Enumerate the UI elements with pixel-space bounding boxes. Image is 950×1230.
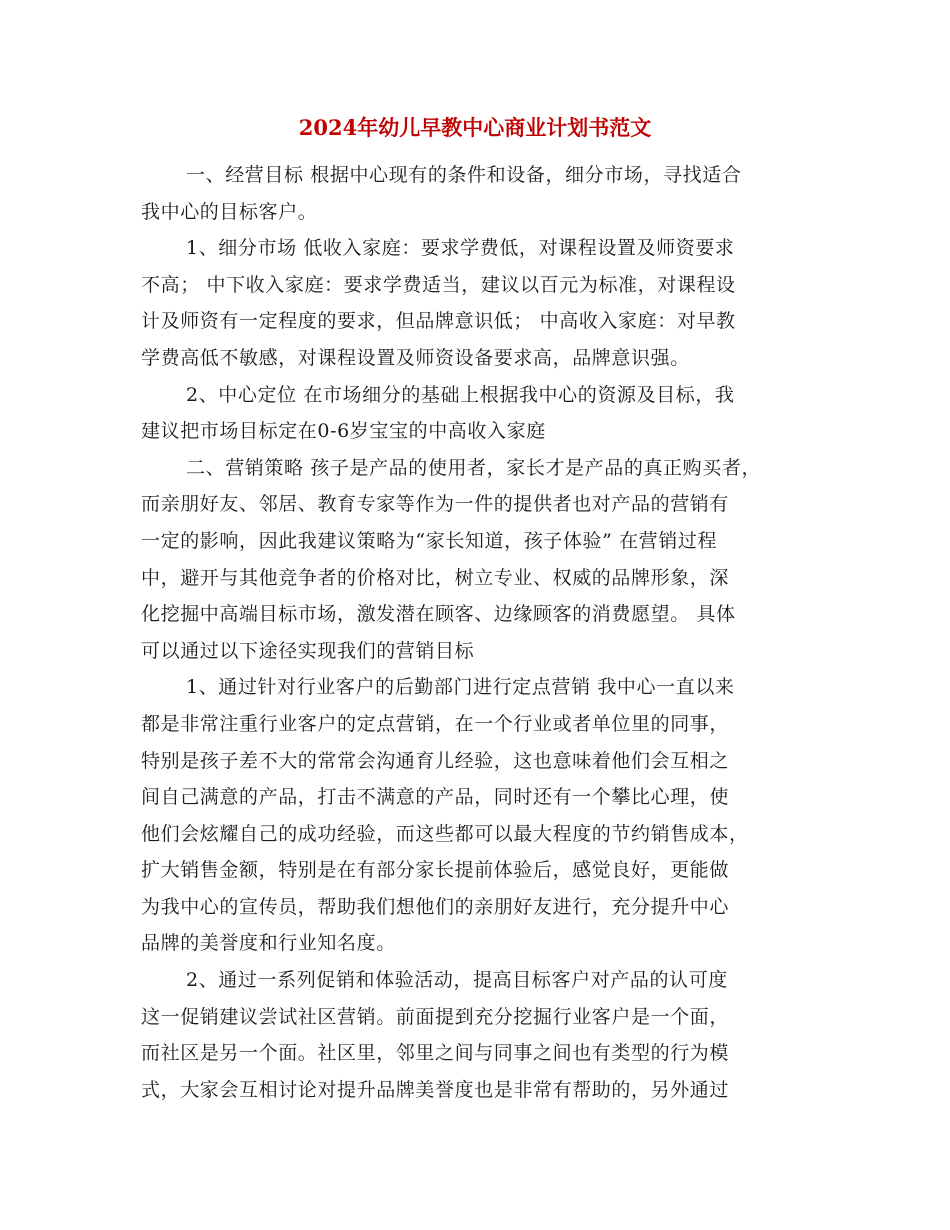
paragraph-line: 可以通过以下途径实现我们的营销目标: [141, 639, 475, 662]
paragraph-line: 不高； 中下收入家庭：要求学费适当，建议以百元为标准，对课程设: [141, 273, 736, 296]
document-title: 2024年幼儿早教中心商业计划书范文: [298, 115, 652, 140]
paragraph-line: 而亲朋好友、邻居、教育专家等作为一件的提供者也对产品的营销有: [141, 493, 730, 516]
paragraph-line: 他们会炫耀自己的成功经验，而这些都可以最大程度的节约销售成本，: [141, 822, 749, 845]
paragraph-line: 一定的影响，因此我建议策略为“家长知道，孩子体验” 在营销过程: [141, 529, 718, 552]
paragraph-line: 为我中心的宣传员，帮助我们想他们的亲朋好友进行，充分提升中心: [141, 895, 730, 918]
paragraph-line: 这一促销建议尝试社区营销。前面提到充分挖掘行业客户是一个面，: [141, 1005, 730, 1028]
paragraph-line: 建议把市场目标定在0-6岁宝宝的中高收入家庭: [141, 420, 546, 443]
paragraph-line: 而社区是另一个面。社区里，邻里之间与同事之间也有类型的行为模: [141, 1042, 730, 1065]
paragraph-line: 式，大家会互相讨论对提升品牌美誉度也是非常有帮助的，另外通过: [141, 1078, 730, 1101]
paragraph-first-line: 1、细分市场 低收入家庭：要求学费低，对课程设置及师资要求: [186, 237, 735, 260]
document-body: [0, 157, 950, 1108]
paragraph-line: 特别是孩子差不大的常常会沟通育儿经验，这也意味着他们会互相之: [141, 749, 730, 772]
paragraph-line: 化挖掘中高端目标市场，激发潜在顾客、边缘顾客的消费愿望。 具体: [141, 603, 736, 626]
paragraph-line: 都是非常注重行业客户的定点营销，在一个行业或者单位里的同事，: [141, 712, 730, 735]
paragraph-first-line: 二、营销策略 孩子是产品的使用者，家长才是产品的真正购买者，: [186, 456, 762, 479]
paragraph-line: 学费高低不敏感，对课程设置及师资设备要求高，品牌意识强。: [141, 346, 690, 369]
paragraph-line: 计及师资有一定程度的要求，但品牌意识低； 中高收入家庭：对早教: [141, 310, 736, 333]
paragraph-first-line: 1、通过针对行业客户的后勤部门进行定点营销 我中心一直以来: [186, 676, 735, 699]
paragraph-line: 我中心的目标客户。: [141, 200, 318, 223]
paragraph-line: 间自己满意的产品，打击不满意的产品，同时还有一个攀比心理，使: [141, 786, 730, 809]
paragraph-line: 中，避开与其他竞争者的价格对比，树立专业、权威的品牌形象，深: [141, 566, 730, 589]
paragraph-line: 品牌的美誉度和行业知名度。: [141, 932, 396, 955]
paragraph-line: 扩大销售金额，特别是在有部分家长提前体验后，感觉良好，更能做: [141, 859, 730, 882]
paragraph-first-line: 一、经营目标 根据中心现有的条件和设备，细分市场，寻找适合: [186, 164, 742, 186]
paragraph-first-line: 2、通过一系列促销和体验活动，提高目标客户对产品的认可度: [186, 969, 728, 992]
paragraph-first-line: 2、中心定位 在市场细分的基础上根据我中心的资源及目标，我: [186, 383, 735, 406]
